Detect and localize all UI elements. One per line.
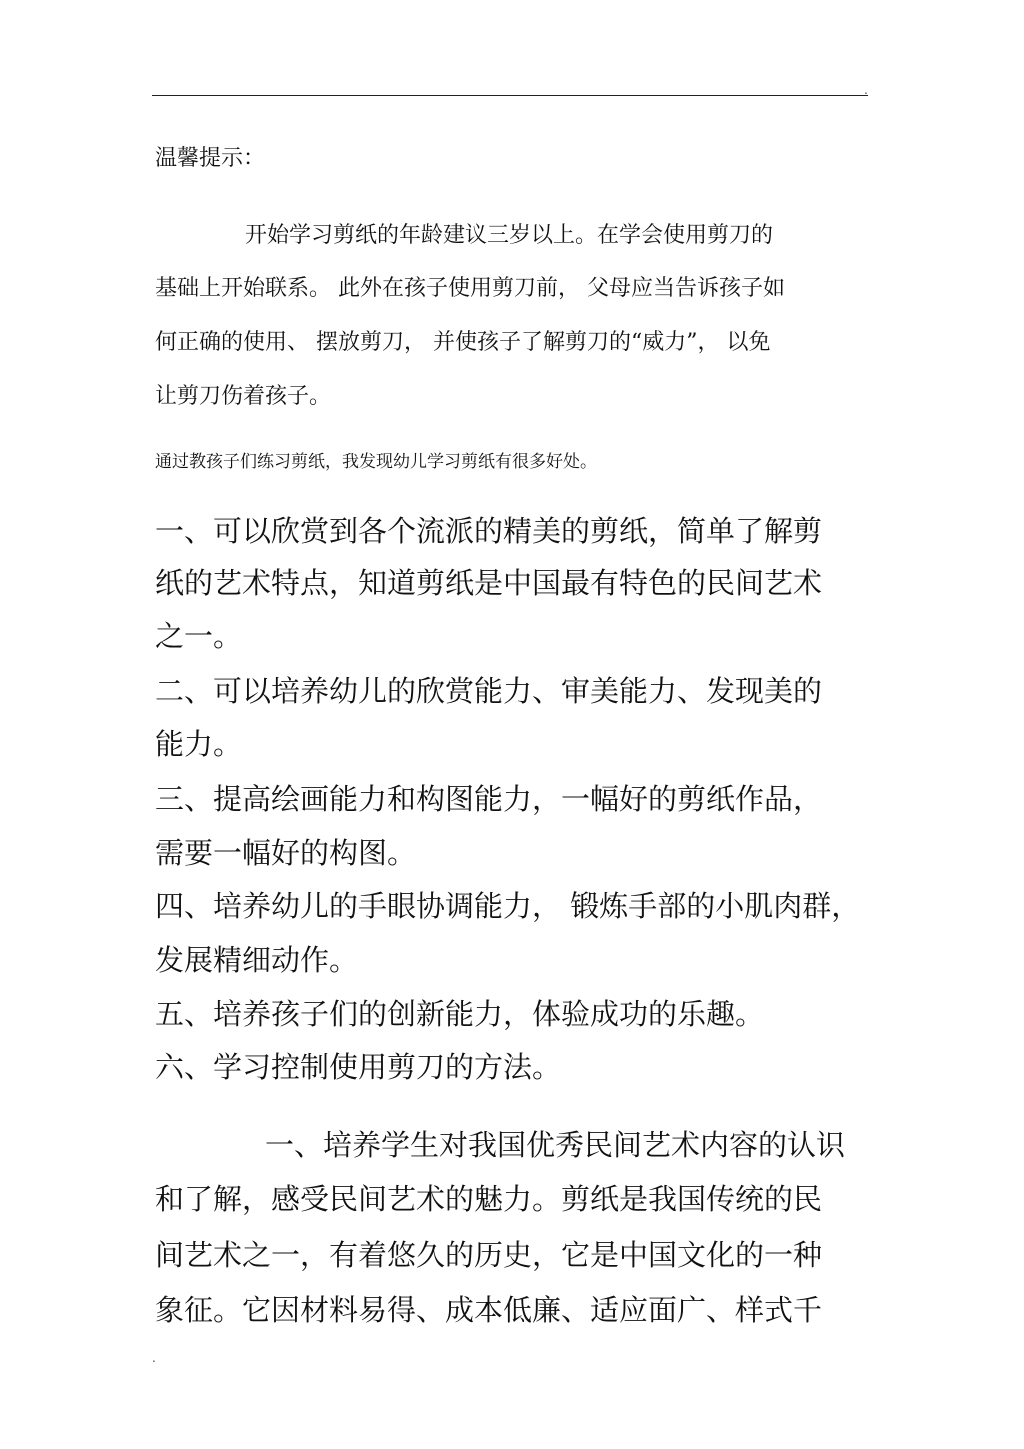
section-line-3: 间艺术之一，有着悠久的历史，它是中国文化的一种 <box>155 1238 823 1272</box>
benefit-line-3: 之一。 <box>155 619 243 653</box>
tip-line-3: 何正确的使用、 摆放剪刀， 并使孩子了解剪刀的“威力”， 以免 <box>155 330 771 355</box>
benefit-line-7: 需要一幅好的构图。 <box>155 836 417 870</box>
benefit-line-1: 一、可以欣赏到各个流派的精美的剪纸，简单了解剪 <box>155 514 823 548</box>
tip-line-1: 开始学习剪纸的年龄建议三岁以上。在学会使用剪刀的 <box>245 223 774 248</box>
tip-line-4: 让剪刀伤着孩子。 <box>155 384 332 409</box>
benefit-line-9: 发展精细动作。 <box>155 943 359 977</box>
benefit-line-2: 纸的艺术特点，知道剪纸是中国最有特色的民间艺术 <box>155 566 823 600</box>
benefit-line-11: 六、学习控制使用剪刀的方法。 <box>155 1050 562 1084</box>
section-line-1: 一、培养学生对我国优秀民间艺术内容的认识 <box>265 1128 846 1162</box>
intro-text: 通过教孩子们练习剪纸，我发现幼儿学习剪纸有很多好处。 <box>155 452 597 472</box>
benefit-line-5: 能力。 <box>155 727 243 761</box>
header-rule <box>152 95 868 96</box>
benefit-line-4: 二、可以培养幼儿的欣赏能力、审美能力、发现美的 <box>155 674 823 708</box>
benefit-line-10: 五、培养孩子们的创新能力，体验成功的乐趣。 <box>155 997 765 1031</box>
corner-mark-bottom: . <box>152 1351 156 1365</box>
tip-line-2: 基础上开始联系。 此外在孩子使用剪刀前， 父母应当告诉孩子如 <box>155 276 785 301</box>
tip-title: 温馨提示： <box>155 146 266 171</box>
benefit-line-8: 四、培养幼儿的手眼协调能力， 锻炼手部的小肌肉群， <box>155 889 861 923</box>
section-line-4: 象征。它因材料易得、成本低廉、适应面广、样式千 <box>155 1293 823 1327</box>
corner-mark-top: . <box>864 83 868 97</box>
section-line-2: 和了解，感受民间艺术的魅力。剪纸是我国传统的民 <box>155 1182 823 1216</box>
benefit-line-6: 三、提高绘画能力和构图能力，一幅好的剪纸作品， <box>155 782 823 816</box>
